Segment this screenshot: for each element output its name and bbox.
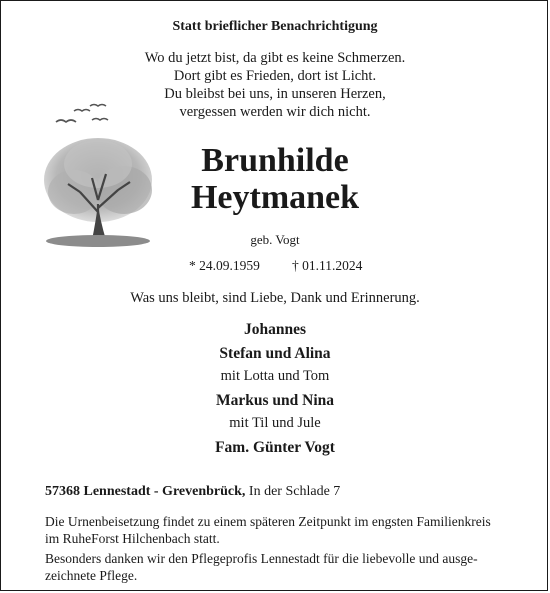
family-member: mit Til und Jule [229, 415, 321, 431]
first-name: Brunhilde [201, 142, 349, 179]
poem-line: Dort gibt es Frieden, dort ist Licht. [173, 68, 377, 84]
family-member: Johannes [243, 321, 307, 338]
thanks-notice-line: Besonders danken wir den Pflegeprofis Lennestadt für die liebevolle und ausge- [45, 551, 478, 566]
header-title: Statt brieflicher Benachrichtigung [172, 19, 378, 34]
thanks-notice [45, 551, 515, 584]
poem-line: Wo du jetzt bist, da gibt es keine Schmerzen. [144, 50, 406, 66]
address-city: 57368 Lennestadt - Grevenbrück, [45, 484, 246, 499]
address-street: In der Schlade 7 [248, 484, 341, 499]
last-name: Heytmanek [190, 179, 360, 216]
death-date: † 01.11.2024 [292, 258, 363, 273]
address [45, 484, 340, 500]
urn-notice-line: im RuheForst Hilchenbach statt. [45, 530, 220, 546]
family-list [0, 318, 550, 459]
thanks-notice-line: zeichnete Pflege. [45, 567, 138, 583]
poem-line: vergessen werden wir dich nicht. [179, 104, 371, 120]
family-member: mit Lotta und Tom [220, 368, 330, 384]
maiden-name: geb. Vogt [250, 232, 300, 247]
motto: Was uns bleibt, sind Liebe, Dank und Erinnerung. [130, 290, 420, 306]
birth-date: * 24.09.1959 [189, 258, 260, 273]
urn-notice-line: Die Urnenbeisetzung findet zu einem späteren Zeitpunkt im engsten Familienkreis [45, 514, 491, 529]
urn-notice [45, 514, 515, 547]
family-member: Markus und Nina [215, 391, 334, 409]
family-member: Fam. Günter Vogt [215, 438, 335, 456]
family-member: Stefan und Alina [219, 344, 331, 362]
poem-line: Du bleibst bei uns, in unseren Herzen, [164, 86, 386, 102]
